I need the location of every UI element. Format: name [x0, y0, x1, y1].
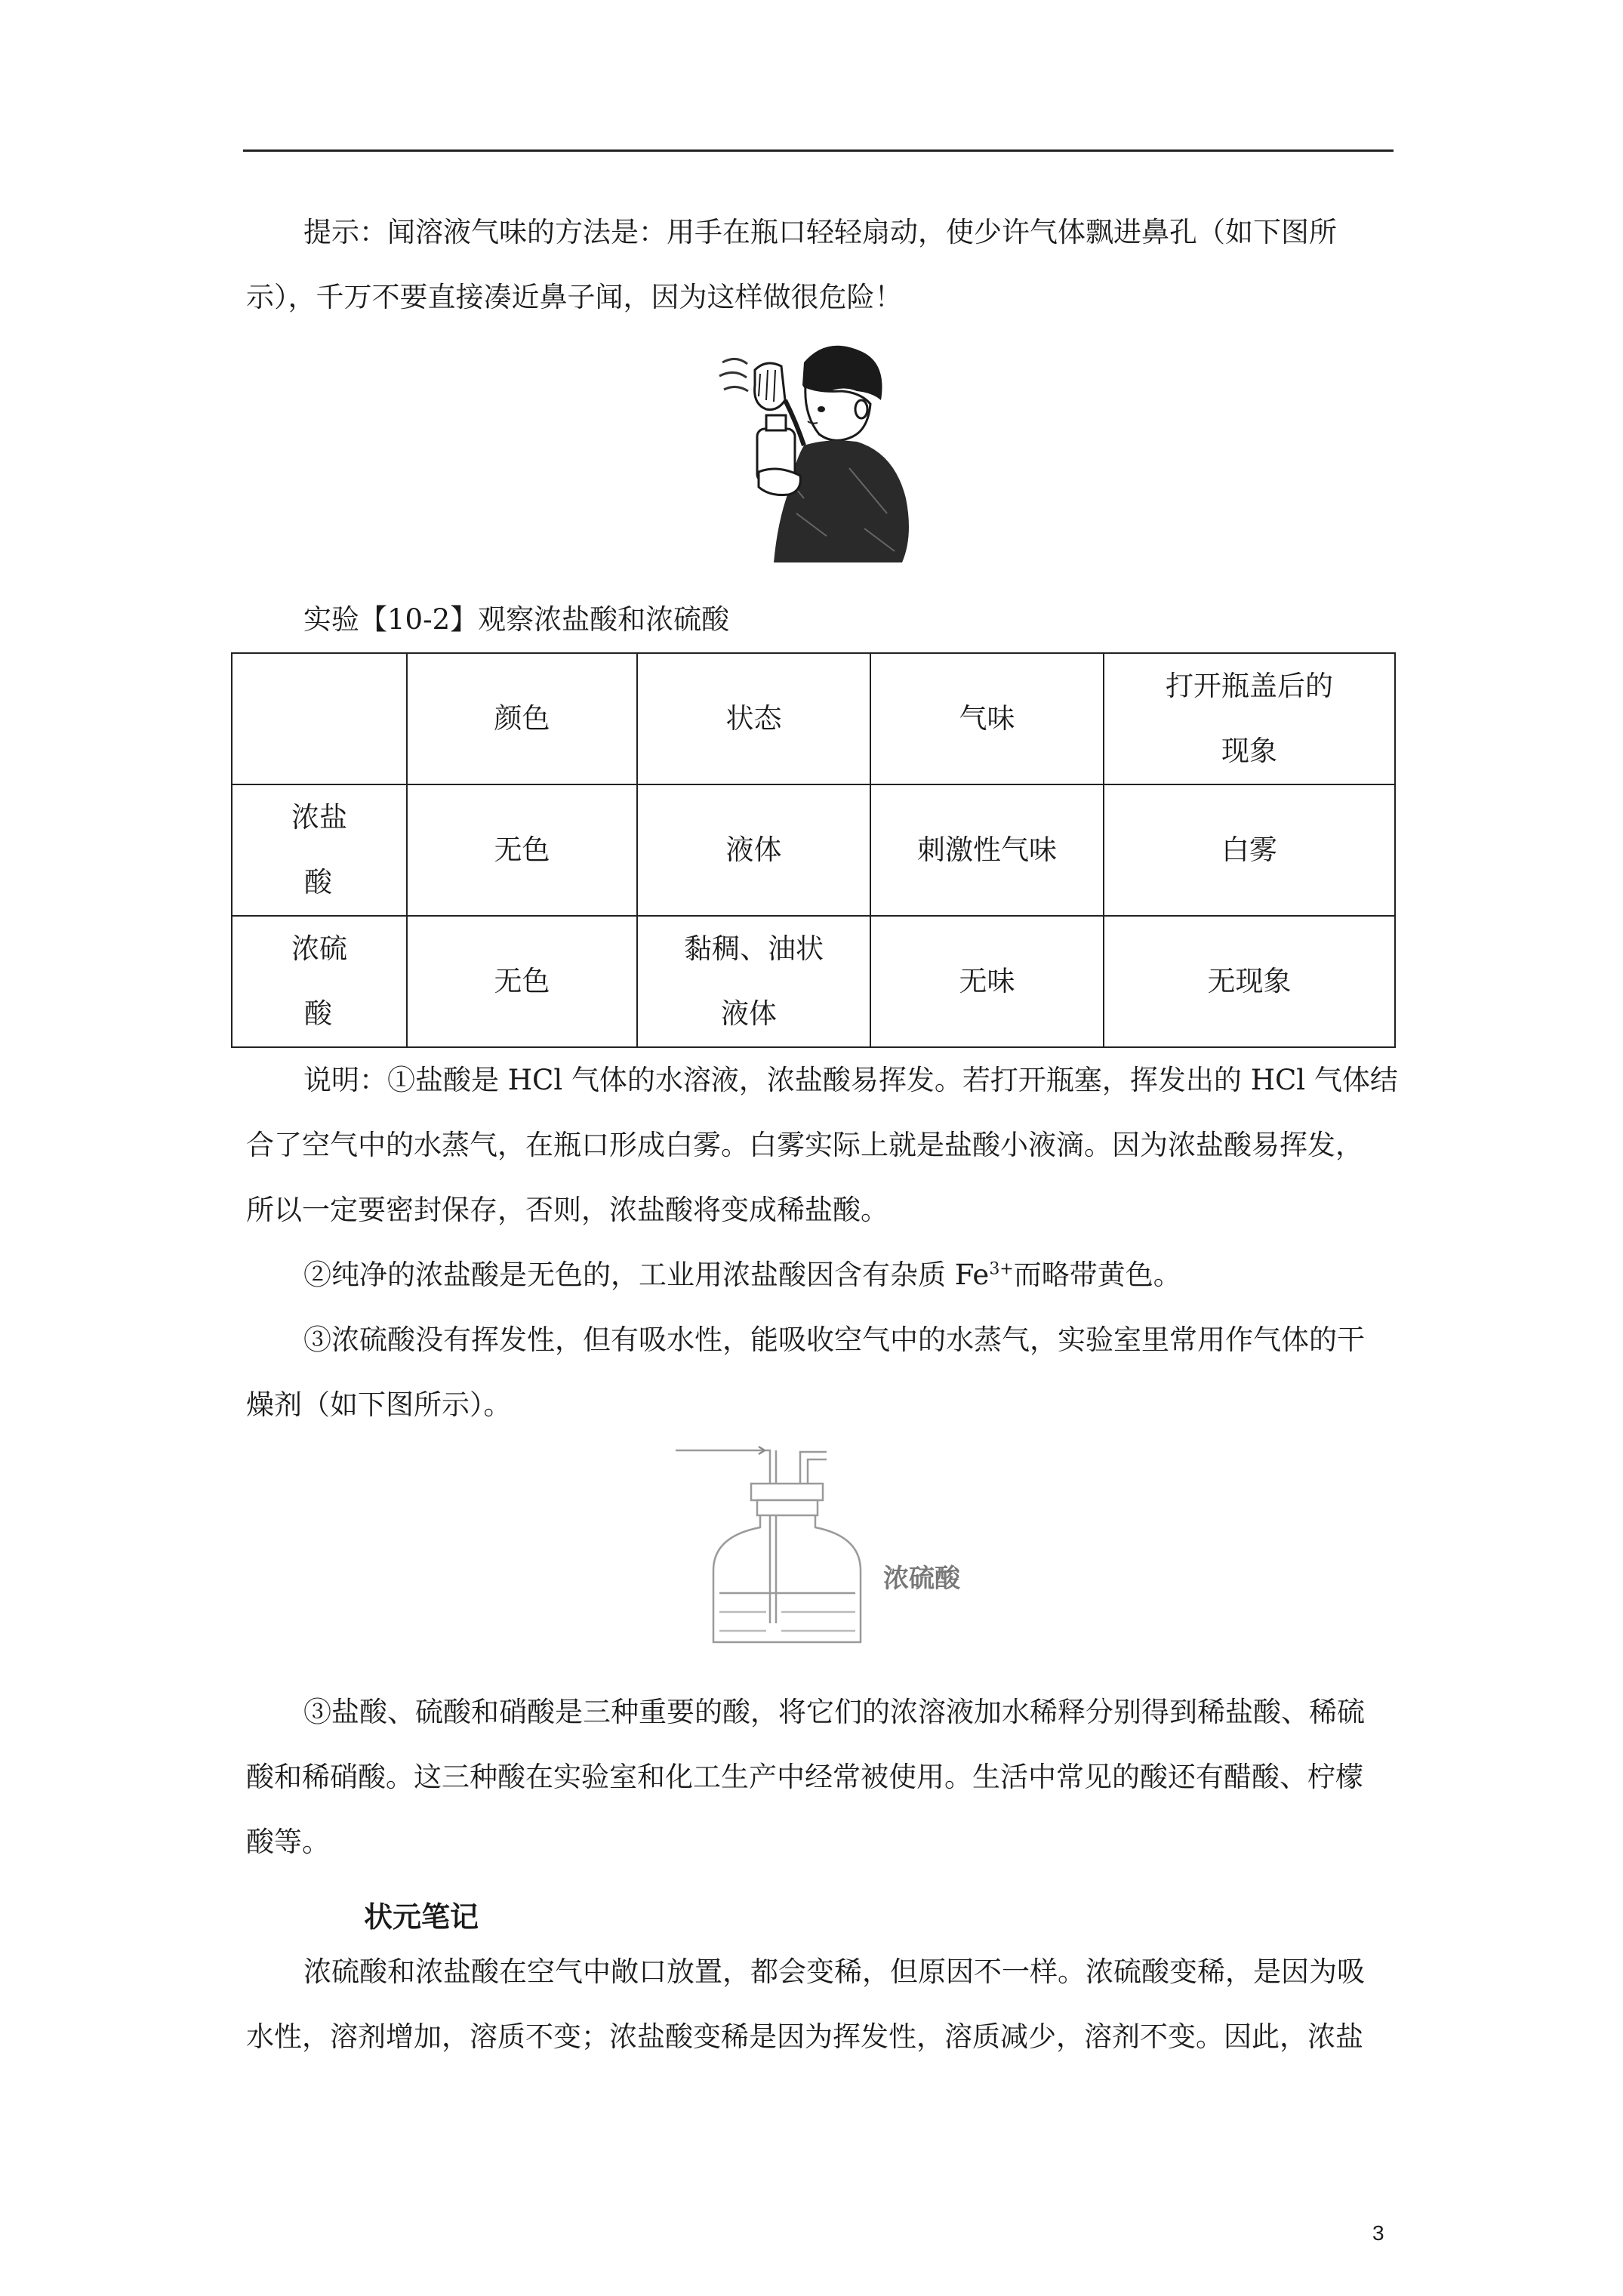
table-cell: 无色 [407, 916, 637, 1047]
table-row [232, 916, 1395, 1047]
table-cell: 无味 [870, 916, 1104, 1047]
state-line: 黏稠、油状 [684, 932, 824, 965]
page-number: 3 [1372, 2221, 1384, 2245]
table-header-cell: 状态 [637, 653, 870, 784]
name-line: 浓硫 [291, 932, 347, 965]
acids-line-1: ③盐酸、硫酸和硝酸是三种重要的酸，将它们的浓溶液加水稀释分别得到稀盐酸、稀硫 [303, 1696, 1365, 1728]
acids-line-2: 酸和稀硝酸。这三种酸在实验室和化工生产中经常被使用。生活中常见的酸还有醋酸、柠檬 [246, 1761, 1363, 1793]
table-header-cell [1104, 653, 1395, 784]
table-header-cell [232, 653, 407, 784]
header-rule [243, 149, 1394, 152]
table-cell: 液体 [637, 784, 870, 916]
note-1-line-2: 合了空气中的水蒸气，在瓶口形成白雾。白雾实际上就是盐酸小液滴。因为浓盐酸易挥发， [246, 1129, 1363, 1161]
note-2-text: ②纯净的浓盐酸是无色的，工业用浓盐酸因含有杂质 Fe [303, 1259, 990, 1291]
summary-line-1: 浓硫酸和浓盐酸在空气中敞口放置，都会变稀，但原因不一样。浓硫酸变稀，是因为吸 [303, 1955, 1365, 1988]
observation-table [231, 652, 1396, 1048]
table-row [232, 784, 1395, 916]
bottle-label: 浓硫酸 [883, 1564, 960, 1594]
table-cell-name [232, 784, 407, 916]
table-cell: 刺激性气味 [870, 784, 1104, 916]
drying-bottle-illustration [676, 1438, 993, 1650]
experiment-caption: 实验【10-2】观察浓盐酸和浓硫酸 [303, 603, 730, 636]
note-1-line-3: 所以一定要密封保存，否则，浓盐酸将变成稀盐酸。 [246, 1194, 888, 1226]
header-line: 现象 [1221, 735, 1277, 767]
note-title: 状元笔记 [364, 1900, 479, 1934]
smell-wafting-illustration [713, 340, 925, 566]
table-cell: 白雾 [1104, 784, 1395, 916]
note-3-line-2: 燥剂（如下图所示）。 [246, 1388, 512, 1421]
acids-line-3: 酸等。 [246, 1826, 330, 1858]
name-line: 浓盐 [291, 801, 347, 834]
note-1-line-1: 说明：①盐酸是 HCl 气体的水溶液，浓盐酸易挥发。若打开瓶塞，挥发出的 HCl 气体结 [303, 1064, 1398, 1096]
table-cell: 无现象 [1104, 916, 1395, 1047]
table-header-row [232, 653, 1395, 784]
name-line: 酸 [304, 866, 332, 898]
summary-line-2: 水性，溶剂增加，溶质不变；浓盐酸变稀是因为挥发性，溶质减少，溶剂不变。因此，浓盐 [246, 2020, 1363, 2053]
table-cell: 无色 [407, 784, 637, 916]
state-line: 液体 [721, 997, 777, 1030]
table-header-cell: 颜色 [407, 653, 637, 784]
name-line: 酸 [304, 997, 332, 1030]
note-2 [246, 1243, 1401, 1308]
note-2-superscript: 3+ [989, 1259, 1014, 1279]
header-line: 打开瓶盖后的 [1166, 670, 1333, 702]
table-cell-name [232, 916, 407, 1047]
table-cell [637, 916, 870, 1047]
hint-line-1: 提示：闻溶液气味的方法是：用手在瓶口轻轻扇动，使少许气体飘进鼻孔（如下图所 [303, 216, 1337, 248]
note-3-line-1: ③浓硫酸没有挥发性，但有吸水性，能吸收空气中的水蒸气，实验室里常用作气体的干 [303, 1324, 1365, 1356]
note-2-text: 而略带黄色。 [1013, 1259, 1181, 1291]
hint-line-2: 示），千万不要直接凑近鼻子闻，因为这样做很危险！ [246, 281, 903, 313]
table-header-cell: 气味 [870, 653, 1104, 784]
